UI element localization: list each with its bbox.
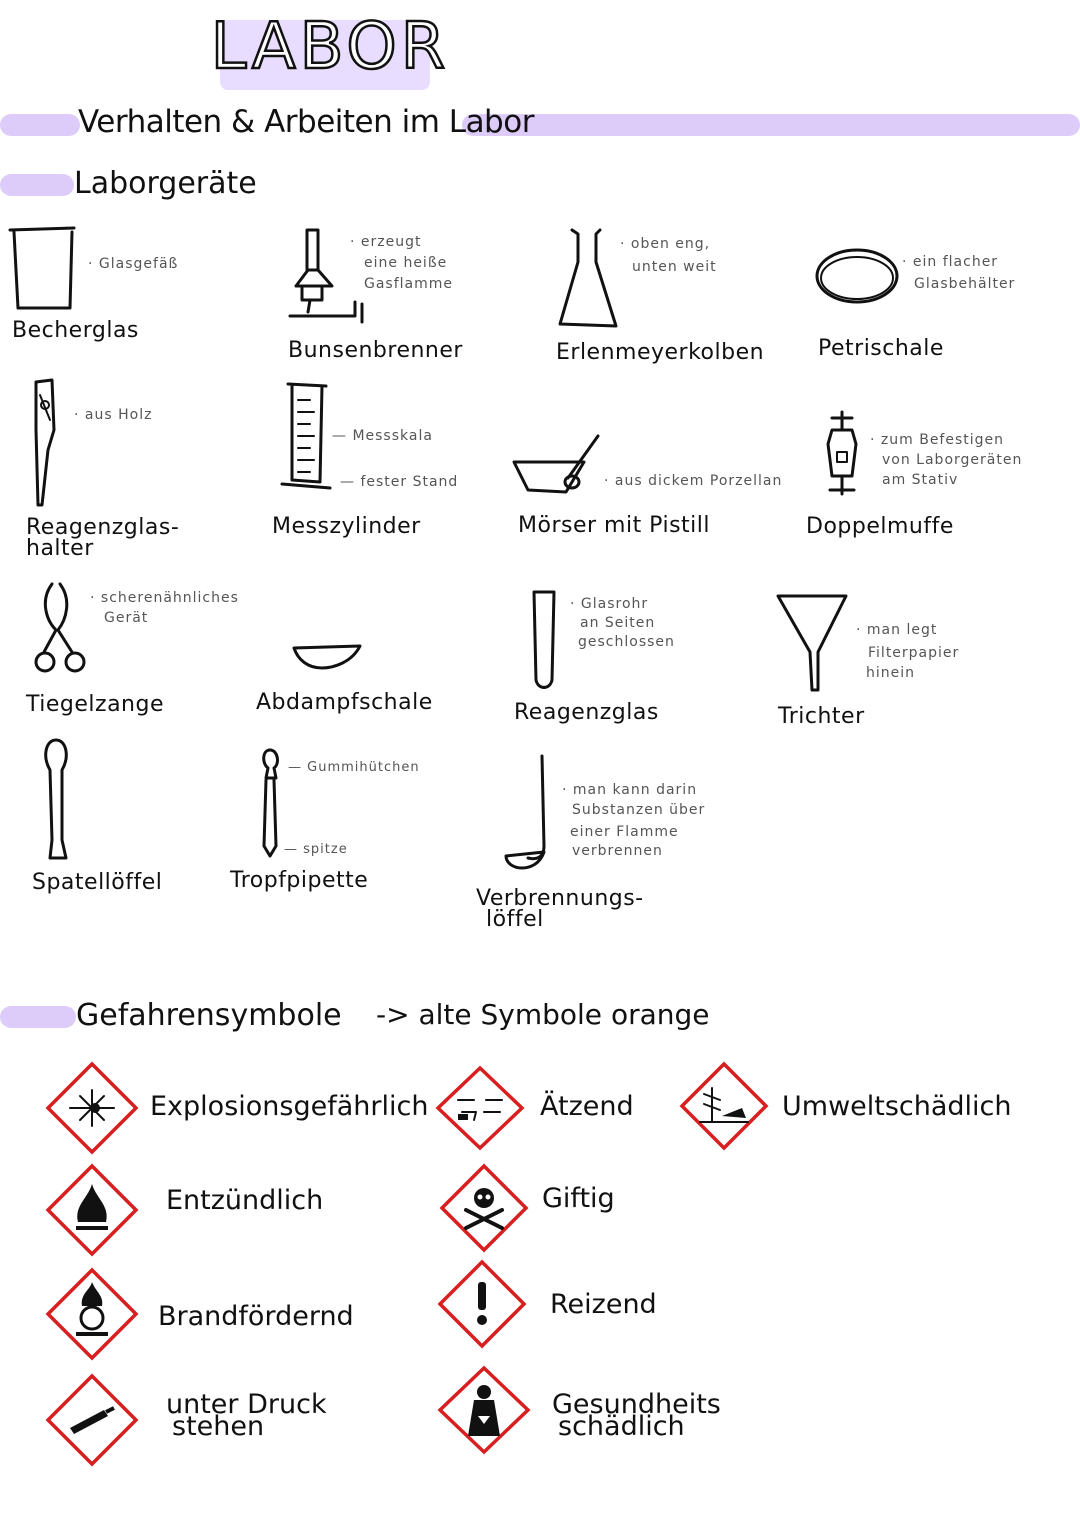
- hazard-label-environment: Umweltschädlich: [782, 1091, 1012, 1122]
- cylinder-note-1: — Messskala: [332, 428, 433, 444]
- holder-label-2: halter: [26, 536, 94, 561]
- holder-note: · aus Holz: [74, 407, 153, 423]
- spatula-label: Spatellöffel: [32, 870, 163, 895]
- pipette-note-2: — spitze: [284, 842, 348, 857]
- bunsen-note-1: · erzeugt: [350, 234, 422, 250]
- clamp-note-3: am Stativ: [882, 472, 959, 488]
- bunsen-note-2: eine heiße: [364, 255, 448, 271]
- funnel-label: Trichter: [778, 704, 865, 729]
- dish-label: Abdampfschale: [256, 690, 433, 715]
- funnel-note-1: · man legt: [856, 622, 938, 638]
- clamp-note-2: von Laborgeräten: [882, 452, 1023, 468]
- tongs-note-1: · scherenähnliches: [90, 590, 239, 606]
- health-hazard-icon: [0, 0, 1, 1]
- hazard-label-toxic: Giftig: [542, 1183, 615, 1214]
- tube-label: Reagenzglas: [514, 700, 659, 725]
- clamp-note-1: · zum Befestigen: [870, 432, 1005, 448]
- spoon-label-1: Verbrennungs-: [476, 886, 644, 911]
- bunsen-note-3: Gasflamme: [364, 276, 454, 292]
- hazard-label-oxidizing: Brandfördernd: [158, 1301, 354, 1332]
- funnel-note-2: Filterpapier: [868, 645, 960, 661]
- tube-note-1: · Glasrohr: [570, 596, 649, 612]
- hazard-label-explosive: Explosionsgefährlich: [150, 1091, 429, 1122]
- pipette-note-1: — Gummihütchen: [288, 760, 420, 775]
- spoon-note-4: verbrennen: [572, 843, 663, 859]
- tongs-label: Tiegelzange: [26, 692, 164, 717]
- hazard-label-pressure-2: stehen: [172, 1411, 265, 1442]
- tube-note-3: geschlossen: [578, 634, 675, 650]
- petri-note-1: · ein flacher: [902, 254, 999, 270]
- bunsen-label: Bunsenbrenner: [288, 338, 463, 363]
- mortar-note: · aus dickem Porzellan: [604, 473, 783, 489]
- erlenmeyer-note-2: unten weit: [632, 259, 717, 275]
- becherglas-label: Becherglas: [12, 318, 139, 343]
- highlight-bar: [0, 1006, 76, 1028]
- cylinder-label: Messzylinder: [272, 514, 421, 539]
- highlight-bar: [0, 114, 80, 136]
- section-heading-hazards: Gefahrensymbole: [76, 998, 342, 1033]
- tongs-note-2: Gerät: [104, 610, 149, 626]
- clamp-label: Doppelmuffe: [806, 514, 954, 539]
- hazard-label-health-1: Gesundheits: [552, 1389, 721, 1420]
- becherglas-note: · Glasgefäß: [88, 256, 179, 272]
- erlenmeyer-label: Erlenmeyerkolben: [556, 340, 765, 365]
- hazards-note: -> alte Symbole orange: [376, 998, 710, 1031]
- spoon-note-1: · man kann darin: [562, 782, 698, 798]
- hazard-label-irritant: Reizend: [550, 1289, 657, 1320]
- section-heading-equipment: Laborgeräte: [74, 166, 257, 201]
- cylinder-note-2: — fester Stand: [340, 474, 459, 490]
- title-block: [210, 10, 450, 90]
- hazard-label-health-2: schädlich: [558, 1411, 685, 1442]
- pipette-label: Tropfpipette: [230, 868, 369, 893]
- page-title: LABOR: [210, 10, 450, 84]
- hazard-label-pressure-1: unter Druck: [166, 1389, 327, 1420]
- hazard-label-corrosive: Ätzend: [540, 1091, 634, 1122]
- highlight-bar: [462, 114, 1080, 136]
- hazard-label-flammable: Entzündlich: [166, 1185, 324, 1216]
- mortar-label: Mörser mit Pistill: [518, 513, 711, 538]
- erlenmeyer-note-1: · oben eng,: [620, 236, 711, 252]
- spoon-note-2: Substanzen über: [572, 802, 706, 818]
- spoon-note-3: einer Flamme: [570, 824, 679, 840]
- funnel-note-3: hinein: [866, 665, 916, 681]
- spoon-label-2: löffel: [486, 907, 544, 932]
- petri-note-2: Glasbehälter: [914, 276, 1016, 292]
- section-heading-behavior: Verhalten & Arbeiten im Labor: [78, 104, 534, 140]
- holder-label-1: Reagenzglas-: [26, 515, 180, 540]
- petri-label: Petrischale: [818, 336, 944, 361]
- highlight-bar: [0, 174, 74, 196]
- tube-note-2: an Seiten: [580, 615, 656, 631]
